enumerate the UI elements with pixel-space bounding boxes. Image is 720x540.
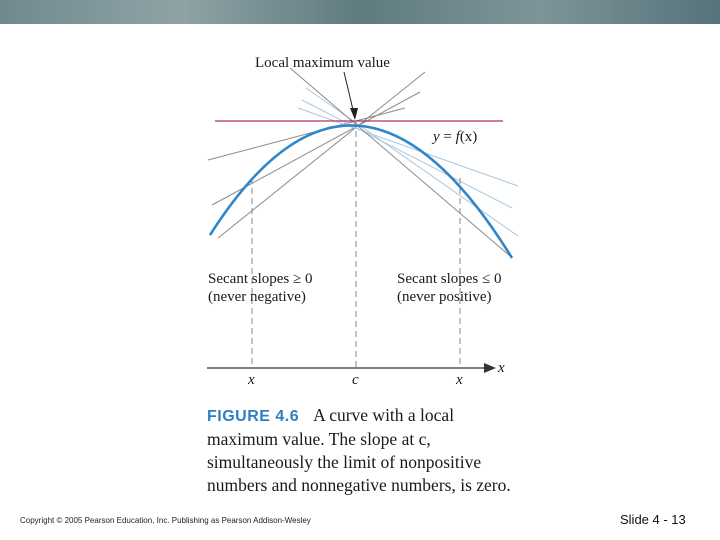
tick-label-left-x: x <box>248 372 255 388</box>
secant-line-right-2 <box>302 100 512 208</box>
figure-caption <box>207 404 537 497</box>
x-axis-label: x <box>498 360 505 376</box>
max-pointer-arrowhead <box>350 108 358 120</box>
tick-label-c: c <box>352 372 359 388</box>
caption-line-2: maximum value. The slope at c, <box>207 429 431 449</box>
right-region-line1: Secant slopes ≤ 0 <box>397 271 502 287</box>
max-pointer-arrow-shaft <box>344 72 354 114</box>
left-region-line1: Secant slopes ≥ 0 <box>208 271 313 287</box>
copyright-notice: Copyright © 2005 Pearson Education, Inc. Publishing as Pearson Addison-Wesley <box>20 516 311 525</box>
curve-y-equals-f-of-x <box>210 125 512 258</box>
caption-line-1 <box>207 404 537 428</box>
curve-label-y: y <box>433 129 440 145</box>
slide-number: Slide 4 - 13 <box>620 512 686 527</box>
curve-label-x: (x) <box>459 129 478 145</box>
caption-line-3: simultaneously the limit of nonpositive <box>207 452 482 472</box>
caption-line-4: numbers and nonnegative numbers, is zero. <box>207 475 511 495</box>
tick-label-right-x: x <box>456 372 463 388</box>
secant-line-right-3 <box>306 88 518 236</box>
local-maximum-label: Local maximum value <box>255 55 390 71</box>
caption-text-1: A curve with a local <box>313 405 455 425</box>
x-axis-arrowhead <box>484 363 496 373</box>
curve-label-f: f <box>455 129 460 145</box>
curve-label-eq: = <box>439 129 456 145</box>
secant-line-left-3 <box>218 72 425 238</box>
left-region-line2: (never negative) <box>208 289 306 305</box>
secant-line-right-4 <box>290 68 510 256</box>
curve-label <box>431 129 477 145</box>
figure-number-label: FIGURE 4.6 <box>207 408 300 425</box>
right-region-line2: (never positive) <box>397 289 492 305</box>
